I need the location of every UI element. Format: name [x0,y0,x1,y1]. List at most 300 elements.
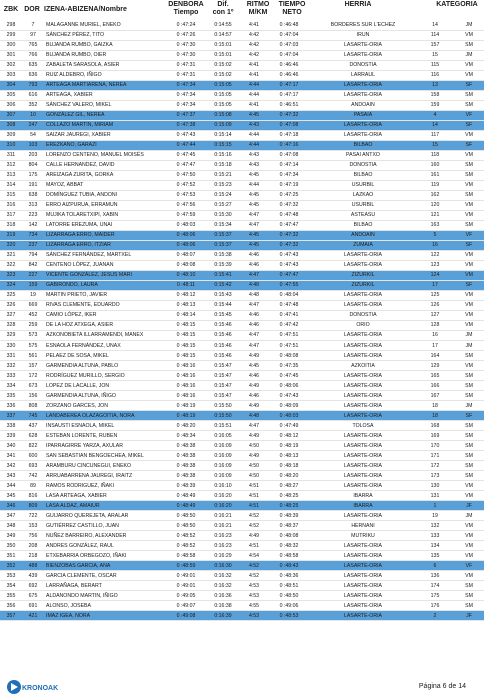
cell-tiempo-neto: 0 :47:03 [268,40,310,50]
cell-cat: JM [454,401,484,411]
cell-dif: 0:15:02 [206,70,240,80]
cell-tiempo-neto: 0 :48:27 [268,481,310,491]
cell-name: BIENZOBAS GARCIA, ANA [44,561,166,571]
cell-ritmo: 4:45 [240,110,268,120]
cell-name: ARTEAGA, XABIER [44,90,166,100]
cell-cat-rank: 129 [416,361,454,371]
cell-herria: LASARTE-ORIA [310,40,416,50]
cell-cat: SM [454,220,484,230]
cell-cat: JM [454,330,484,340]
cell-dor: 794 [22,250,44,260]
cell-tiempo-neto: 0 :48:36 [268,571,310,581]
cell-zbk: 338 [0,421,22,431]
cell-ritmo: 4:47 [240,220,268,230]
cell-cat: SM [454,441,484,451]
cell-time: 0 :48:38 [166,461,206,471]
cell-ritmo: 4:49 [240,431,268,441]
cell-cat: VM [454,200,484,210]
cell-tiempo-neto: 0 :48:20 [268,471,310,481]
table-row [0,100,484,110]
cell-cat-rank: 116 [416,70,454,80]
cell-herria: IBARRA [310,491,416,501]
cell-zbk: 331 [0,351,22,361]
cell-tiempo-neto: 0 :46:51 [268,100,310,110]
cell-time: 0 :47:37 [166,110,206,120]
cell-time: 0 :48:06 [166,240,206,250]
cell-herria: LASARTE-ORIA [310,330,416,340]
cell-ritmo: 4:47 [240,421,268,431]
col-denbora-header: DENBORA Tiempo [168,1,204,16]
cell-name: LOPEZ DE LACALLE, JON [44,381,166,391]
cell-tiempo-neto: 0 :48:13 [268,451,310,461]
cell-herria: LASARTE-ORIA [310,411,416,421]
cell-cat: VF [454,230,484,240]
cell-dor: 153 [22,521,44,531]
cell-zbk: 311 [0,150,22,160]
cell-zbk: 330 [0,341,22,351]
cell-cat-rank: 170 [416,441,454,451]
cell-cat: VM [454,250,484,260]
cell-time: 0 :48:12 [166,290,206,300]
cell-zbk: 307 [0,110,22,120]
cell-cat-rank: 166 [416,381,454,391]
cell-ritmo: 4:52 [240,511,268,521]
cell-zbk: 340 [0,441,22,451]
table-row [0,491,484,501]
cell-zbk: 345 [0,491,22,501]
cell-time: 0 :47:53 [166,190,206,200]
cell-zbk: 314 [0,180,22,190]
cell-dor: 575 [22,341,44,351]
cell-cat: VM [454,150,484,160]
cell-dif: 0:16:36 [206,591,240,601]
cell-tiempo-neto: 0 :47:32 [268,110,310,120]
cell-tiempo-neto: 0 :47:49 [268,421,310,431]
cell-ritmo: 4:50 [240,471,268,481]
cell-tiempo-neto: 0 :46:46 [268,60,310,70]
cell-time: 0 :49:07 [166,601,206,611]
cell-dor: 692 [22,581,44,591]
cell-cat-rank: 16 [416,240,454,250]
cell-dif: 0:15:02 [206,60,240,70]
cell-time: 0 :48:20 [166,421,206,431]
cell-herria: LASARTE-ORIA [310,351,416,361]
cell-dor: 352 [22,100,44,110]
table-row [0,110,484,120]
cell-dor: 19 [22,290,44,300]
cell-zbk: 318 [0,220,22,230]
cell-dif: 0:15:47 [206,371,240,381]
cell-ritmo: 4:42 [240,40,268,50]
cell-zbk: 355 [0,591,22,601]
cell-cat: SM [454,471,484,481]
cell-ritmo: 4:49 [240,381,268,391]
table-row [0,70,484,80]
cell-zbk: 309 [0,130,22,140]
cell-ritmo: 4:51 [240,491,268,501]
cell-name: SAN SEBASTIAN BENGOECHEA, MIKEL [44,451,166,461]
cell-herria: USURBIL [310,180,416,190]
cell-dif: 0:14:57 [206,30,240,40]
cell-dor: 635 [22,60,44,70]
cell-herria: LASARTE-ORIA [310,381,416,391]
cell-time: 0 :48:19 [166,401,206,411]
cell-dif: 0:15:23 [206,180,240,190]
cell-ritmo: 4:46 [240,250,268,260]
cell-cat: SM [454,381,484,391]
cell-cat-rank: 6 [416,561,454,571]
table-row [0,50,484,60]
cell-name: ARTEAGA MARTIARENA, NEREA [44,80,166,90]
cell-name: LORENZO CENTENO, MANUEL MOISÉS [44,150,166,160]
cell-name: ALONSO, JOSEBA [44,601,166,611]
cell-cat: JM [454,20,484,30]
table-row [0,511,484,521]
cell-herria: LASARTE-ORIA [310,50,416,60]
cell-name: ERRO AIZPURUA, ERRAMUN [44,200,166,210]
cell-dif: 0:15:42 [206,280,240,290]
cell-cat-rank: 15 [416,50,454,60]
cell-cat: VM [454,260,484,270]
cell-zbk: 324 [0,280,22,290]
cell-dor: 191 [22,180,44,190]
table-row [0,80,484,90]
table-row [0,210,484,220]
cell-time: 0 :47:56 [166,200,206,210]
cell-time: 0 :48:11 [166,280,206,290]
cell-herria: LASARTE-ORIA [310,300,416,310]
cell-dif: 0:16:21 [206,521,240,531]
cell-name: RODRÍGUEZ MURILLO, SERGIO [44,371,166,381]
cell-cat-rank: 115 [416,60,454,70]
cell-cat-rank: 13 [416,80,454,90]
cell-ritmo: 4:53 [240,581,268,591]
cell-name: GABIRONDO, LAURA [44,280,166,290]
cell-dif: 0:14:55 [206,20,240,30]
cell-cat-rank: 159 [416,100,454,110]
col-zbk-header: ZBK [3,6,19,13]
cell-ritmo: 4:46 [240,371,268,381]
cell-dor: 638 [22,190,44,200]
cell-ritmo: 4:41 [240,20,268,30]
cell-cat-rank: 4 [416,110,454,120]
cell-dif: 0:15:05 [206,100,240,110]
table-row [0,320,484,330]
cell-dif: 0:15:05 [206,80,240,90]
cell-dif: 0:15:14 [206,130,240,140]
cell-tiempo-neto: 0 :48:53 [268,611,310,621]
cell-name: GARMENDIA ALTUNA, IÑIGO [44,391,166,401]
cell-cat-rank: 14 [416,20,454,30]
cell-name: CENTENO LÓPEZ, JUANAN [44,260,166,270]
cell-cat: VM [454,491,484,501]
table-row [0,280,484,290]
cell-cat: SM [454,100,484,110]
cell-dif: 0:16:09 [206,441,240,451]
cell-time: 0 :47:50 [166,170,206,180]
cell-tiempo-neto: 0 :47:32 [268,240,310,250]
cell-herria: LASARTE-ORIA [310,481,416,491]
cell-zbk: 350 [0,541,22,551]
cell-zbk: 351 [0,551,22,561]
cell-ritmo: 4:55 [240,601,268,611]
cell-dif: 0:15:01 [206,50,240,60]
cell-time: 0 :47:30 [166,40,206,50]
cell-ritmo: 4:45 [240,200,268,210]
cell-cat: JM [454,511,484,521]
table-row [0,90,484,100]
cell-zbk: 315 [0,190,22,200]
cell-tiempo-neto: 0 :47:32 [268,200,310,210]
cell-tiempo-neto: 0 :47:17 [268,90,310,100]
cell-cat: SM [454,190,484,200]
cell-ritmo: 4:47 [240,341,268,351]
cell-time: 0 :48:14 [166,310,206,320]
cell-cat: SM [454,461,484,471]
cell-ritmo: 4:45 [240,230,268,240]
cell-time: 0 :48:58 [166,551,206,561]
cell-tiempo-neto: 0 :47:47 [268,220,310,230]
cell-dif: 0:15:46 [206,351,240,361]
cell-zbk: 347 [0,511,22,521]
cell-tiempo-neto: 0 :47:14 [268,160,310,170]
cell-cat-rank: 2 [416,611,454,621]
cell-tiempo-neto: 0 :48:37 [268,521,310,531]
cell-tiempo-neto: 0 :48:39 [268,511,310,521]
cell-zbk: 298 [0,20,22,30]
cell-dif: 0:15:50 [206,411,240,421]
cell-dor: 616 [22,90,44,100]
col-dor-header: DOR [24,6,40,13]
cell-cat-rank: 117 [416,130,454,140]
cell-zbk: 343 [0,471,22,481]
cell-name: NUÑEZ BARREIRO, ALEXANDER [44,531,166,541]
cell-name: ALDANONDO MARTIN, IÑIGO [44,591,166,601]
cell-name: ESNAOLA FERNÁNDEZ, UNAX [44,341,166,351]
cell-ritmo: 4:49 [240,401,268,411]
cell-dif: 0:15:46 [206,320,240,330]
cell-zbk: 306 [0,100,22,110]
cell-herria: PASAI ANTXO [310,150,416,160]
cell-name: ARRUABARRENA JAUREGI, IRAITZ [44,471,166,481]
cell-ritmo: 4:46 [240,320,268,330]
cell-dif: 0:15:47 [206,361,240,371]
cell-tiempo-neto: 0 :48:18 [268,461,310,471]
results-table [0,20,484,621]
cell-zbk: 317 [0,210,22,220]
cell-dor: 675 [22,591,44,601]
cell-ritmo: 4:44 [240,180,268,190]
cell-dif: 0:16:30 [206,561,240,571]
cell-cat: VM [454,270,484,280]
cell-dif: 0:16:32 [206,571,240,581]
cell-name: SÁNCHEZ PÉREZ, TITO [44,30,166,40]
cell-dif: 0:16:38 [206,601,240,611]
cell-dor: 561 [22,351,44,361]
cell-ritmo: 4:46 [240,260,268,270]
cell-zbk: 300 [0,40,22,50]
cell-herria: LASARTE-ORIA [310,90,416,100]
cell-dor: 237 [22,240,44,250]
cell-ritmo: 4:53 [240,591,268,601]
cell-name: GUTIÉRREZ CASTILLO, JUAN [44,521,166,531]
cell-dor: 103 [22,140,44,150]
cell-cat: SF [454,80,484,90]
cell-ritmo: 4:41 [240,60,268,70]
cell-tiempo-neto: 0 :47:04 [268,50,310,60]
cell-dor: 439 [22,571,44,581]
cell-dor: 742 [22,471,44,481]
cell-cat: VM [454,551,484,561]
cell-dor: 54 [22,130,44,140]
cell-ritmo: 4:43 [240,160,268,170]
cell-dif: 0:15:37 [206,230,240,240]
cell-herria: IBARRA [310,501,416,511]
cell-dif: 0:15:27 [206,200,240,210]
cell-time: 0 :47:31 [166,60,206,70]
cell-herria: ZIZURKIL [310,270,416,280]
cell-herria: LASARTE-ORIA [310,260,416,270]
cell-herria: PASAIA [310,110,416,120]
cell-ritmo: 4:42 [240,50,268,60]
cell-time: 0 :47:24 [166,20,206,30]
cell-name: RAMOS RODRIGUEZ, IÑAKI [44,481,166,491]
cell-dor: 809 [22,501,44,511]
cell-dif: 0:16:29 [206,551,240,561]
cell-name: SAIZAR JAUREGI, XABIER [44,130,166,140]
cell-herria: ORIO [310,320,416,330]
cell-ritmo: 4:51 [240,481,268,491]
cell-tiempo-neto: 0 :47:25 [268,190,310,200]
cell-dif: 0:15:45 [206,310,240,320]
cell-name: AZKONOBIETA ILLARRAMENDI, MANEX [44,330,166,340]
cell-cat-rank: 121 [416,210,454,220]
cell-zbk: 352 [0,561,22,571]
table-header [0,0,484,20]
cell-tiempo-neto: 0 :48:43 [268,561,310,571]
cell-name: MAYOZ, ABBAT [44,180,166,190]
cell-name: RIVAS CLEMENTE, EDUARDO [44,300,166,310]
cell-ritmo: 4:47 [240,210,268,220]
cell-tiempo-neto: 0 :47:48 [268,210,310,220]
table-row [0,200,484,210]
cell-name: DE LA HOZ ATXEGA, ASIER [44,320,166,330]
cell-cat-rank: 134 [416,541,454,551]
table-row [0,471,484,481]
cell-time: 0 :48:39 [166,481,206,491]
cell-herria: DONOSTIA [310,310,416,320]
cell-herria: LAZKAO [310,190,416,200]
cell-name: INSAUSTI ESNAOLA, MIKEL [44,421,166,431]
cell-herria: LASARTE-ORIA [310,130,416,140]
cell-name: MUJIKA TOLARETXIPI, XABIN [44,210,166,220]
cell-cat: VM [454,571,484,581]
cell-name: EREZKANO, GARAZI [44,140,166,150]
cell-herria: LASARTE-ORIA [310,431,416,441]
cell-time: 0 :47:26 [166,30,206,40]
cell-name: ETXEBARRIA ORBEGOZO, IÑAKI [44,551,166,561]
table-row [0,160,484,170]
cell-cat: SM [454,451,484,461]
cell-herria: LASARTE-ORIA [310,471,416,481]
table-row [0,230,484,240]
cell-cat: VM [454,30,484,40]
table-row [0,290,484,300]
cell-name: GARCIA CLEMENTE, OSCAR [44,571,166,581]
cell-tiempo-neto: 0 :47:16 [268,140,310,150]
cell-herria: DONOSTIA [310,160,416,170]
cell-dif: 0:16:23 [206,541,240,551]
cell-zbk: 332 [0,361,22,371]
cell-ritmo: 4:45 [240,361,268,371]
cell-time: 0 :48:19 [166,411,206,421]
cell-time: 0 :48:15 [166,341,206,351]
cell-cat: VM [454,320,484,330]
cell-dif: 0:16:09 [206,471,240,481]
table-row [0,591,484,601]
cell-dif: 0:15:08 [206,110,240,120]
table-row [0,260,484,270]
cell-herria: LASARTE-ORIA [310,371,416,381]
cell-tiempo-neto: 0 :48:08 [268,531,310,541]
cell-cat-rank: 15 [416,140,454,150]
cell-name: ZABALETA SARASOLA, ASIER [44,60,166,70]
cell-herria: LASARTE-ORIA [310,120,416,130]
cell-zbk: 326 [0,300,22,310]
cell-herria: HERNANI [310,521,416,531]
table-row [0,351,484,361]
cell-cat: VM [454,481,484,491]
cell-cat: SM [454,391,484,401]
cell-time: 0 :48:38 [166,441,206,451]
cell-cat-rank: 162 [416,190,454,200]
cell-cat: VM [454,60,484,70]
cell-time: 0 :48:15 [166,320,206,330]
cell-dor: 816 [22,491,44,501]
cell-cat-rank: 17 [416,280,454,290]
cell-ritmo: 4:51 [240,501,268,511]
cell-dif: 0:15:41 [206,270,240,280]
cell-dif: 0:15:51 [206,421,240,431]
cell-ritmo: 4:44 [240,140,268,150]
cell-herria: ZUMAIA [310,240,416,250]
cell-tiempo-neto: 0 :47:43 [268,250,310,260]
cell-ritmo: 4:48 [240,290,268,300]
cell-herria: LASARTE-ORIA [310,601,416,611]
cell-cat-rank: 17 [416,341,454,351]
cell-ritmo: 4:46 [240,310,268,320]
cell-time: 0 :47:34 [166,90,206,100]
cell-ritmo: 4:50 [240,441,268,451]
cell-name: LARRAÑAGA, BERART [44,581,166,591]
cell-dor: 259 [22,320,44,330]
cell-tiempo-neto: 0 :48:58 [268,551,310,561]
cell-herria: ANDOAIN [310,230,416,240]
cell-dif: 0:16:05 [206,431,240,441]
cell-tiempo-neto: 0 :48:51 [268,581,310,591]
cell-cat-rank: 168 [416,421,454,431]
cell-cat: SM [454,591,484,601]
cell-ritmo: 4:47 [240,270,268,280]
cell-name: MALAGANNE MURIEL, ENEKO [44,20,166,30]
cell-dif: 0:16:09 [206,451,240,461]
cell-ritmo: 4:52 [240,561,268,571]
cell-dif: 0:15:44 [206,300,240,310]
cell-tiempo-neto: 0 :47:48 [268,300,310,310]
cell-cat-rank: 158 [416,90,454,100]
table-row [0,531,484,541]
cell-name: ANDRES GONZÁLEZ, RAUL [44,541,166,551]
